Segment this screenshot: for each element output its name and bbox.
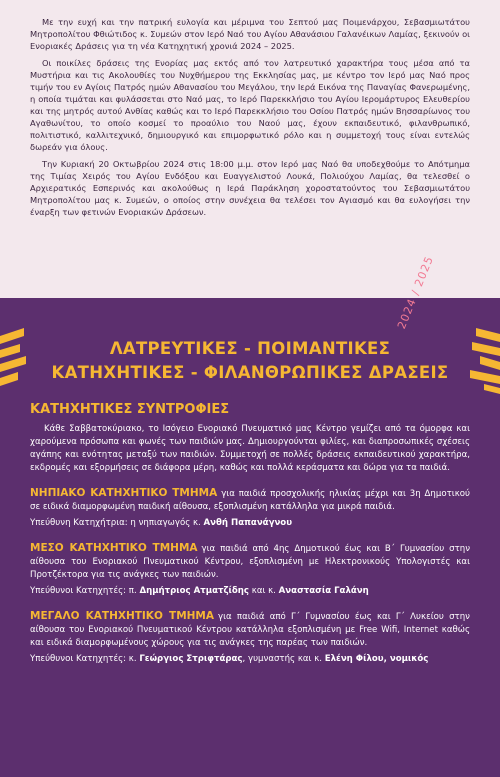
meso-text: για παιδιά από 4ης Δημοτικού έως και Β΄ Γυμνασίου στην αίθουσα του Ενοριακού Πνευματικού Κέντρου, εξοπλισμένη με Ηλεκτρονικούς Υπολογιστές και Προτζέκτορα για τις ανάγκες των παιδιών.	[30, 544, 470, 580]
megalo-section	[30, 610, 470, 666]
intro-paragraph-2: Οι ποικίλες δράσεις της Ενορίας μας εκτός από τον λατρευτικό χαρακτήρα τους μέσα από τα Μυστήρια και τις Ακολουθίες του Νυχθήμερου της Εκκλησίας μας, με κέντρο τον Ιερό μας Ναό προς τιμήν του εν Αγίοις Πατρός ημών Αθανασίου του Μεγάλου, την Ιερά Εικόνα της Παναγίας Φανερωμένης, η οποία τιμάται και φυλάσσεται στο Ναό μας, το Ιερό Παρεκκλήσιο του Αγίου Ιερομάρτυρος Ελευθερίου και της μητρός αυτού Ανθίας καθώς και το Ιερό Παρεκκλήσιο του Οσίου Πατρός ημών Βησσαρίωνος του Αγαθωνίτου, το οποίο κοσμεί το προαύλιο του Ναού μας, έχουν εκπαιδευτικό, φιλανθρωπικό, πολιτιστικό, καλλιτεχνικό, δημιουργικό και επιμορφωτικό ρόλο και η συμμετοχή τους είναι εντελώς δωρεάν για όλους.	[30, 58, 470, 152]
meso-resp-label: Υπεύθυνοι Κατηχητές: π.	[30, 586, 137, 596]
megalo-resp-label: Υπεύθυνοι Κατηχητές: κ.	[30, 654, 137, 664]
nipiako-resp-name: Ανθή Παπανάγνου	[203, 518, 293, 528]
nipiako-title: ΝΗΠΙΑΚΟ ΚΑΤΗΧΗΤΙΚΟ ΤΜΗΜΑ	[30, 487, 218, 499]
meso-title: ΜΕΣΟ ΚΑΤΗΧΗΤΙΚΟ ΤΜΗΜΑ	[30, 542, 198, 554]
meso-responsible	[30, 585, 470, 598]
catechism-title: ΚΑΤΗΧΗΤΙΚΕΣ ΣΥΝΤΡΟΦΙΕΣ	[30, 402, 230, 417]
meso-resp-name-1: Δημήτριος Ατματζίδης	[139, 586, 250, 596]
catechism-text: Κάθε Σαββατοκύριακο, το Ισόγειο Ενοριακό Πνευματικό μας Κέντρο γεμίζει από τα όμορφα και χαρούμενα πρόσωπα και φωνές των παιδιών μας. Δημιουργούνται φιλίες, και διαπροσωπικές σχέσεις αγάπης και ενότητας μεταξύ των παιδιών. Συμμετοχή σε πολλές δράσεις εκπαιδευτικού χαρακτήρα, εκδρομές και εξορμήσεις σε διάφορα μέρη, καθώς και πολλά κεράσματα και δώρα για τα παιδιά.	[30, 424, 470, 473]
nipiako-text: για παιδιά προσχολικής ηλικίας μέχρι και 3η Δημοτικού σε ειδικά διαμορφωμένη παιδική αίθουσα, εξοπλισμένη κατάλληλα για μικρά παιδιά.	[30, 489, 470, 512]
nipiako-section	[30, 487, 470, 530]
megalo-resp-mid: , γυμναστής και κ.	[242, 654, 322, 664]
meso-resp-name-2: Αναστασία Γαλάνη	[278, 586, 369, 596]
megalo-resp-name-2: Ελένη Φίλου, νομικός	[324, 654, 429, 664]
year-label: 2024 / 2025	[395, 253, 437, 331]
banner-line-2: ΚΑΤΗΧΗΤΙΚΕΣ - ΦΙΛΑΝΘΡΩΠΙΚΕΣ ΔΡΑΣΕΙΣ	[51, 363, 449, 382]
megalo-resp-name-1: Γεώργιος Στριφτάρας	[139, 654, 243, 664]
megalo-text: για παιδιά από Γ΄ Γυμνασίου έως και Γ΄ Λυκείου στην αίθουσα του Ενοριακού Πνευματικού Κέντρου κατάλληλα εξοπλισμένη με Free Wifi, Internet καθώς και ειδικά διαμορφωμένους χώρους για τις ανάγκες της παρέας των παιδιών.	[30, 612, 470, 648]
activities-banner	[0, 253, 500, 396]
banner-line-1: ΛΑΤΡΕΥΤΙΚΕΣ - ΠΟΙΜΑΝΤΙΚΕΣ	[109, 339, 391, 358]
intro-paragraph-1: Με την ευχή και την πατρική ευλογία και μέριμνα του Σεπτού μας Ποιμενάρχου, Σεβασμιωτάτου Μητροπολίτου Φθιώτιδος κ. Συμεών στον Ιερό Ναό του Αγίου Αθανάσιου Γαλανέικων Λαμίας, ξεκινούν οι Ενοριακές Δράσεις για τη νέα Κατηχητική χρονιά 2024 – 2025.	[30, 17, 470, 51]
megalo-responsible	[30, 653, 470, 666]
intro-paragraph-3: Την Κυριακή 20 Οκτωβρίου 2024 στις 18:00 μ.μ. στον Ιερό μας Ναό θα υποδεχθούμε το Απότμημα της Τιμίας Χειρός του Αγίου Ενδόξου και Ευαγγελιστού Λουκά, Πολιούχου Λαμίας, θα τελεσθεί ο Αρχιερατικός Εσπερινός και ακολούθως η Ιερά Παράκληση χοροστατούντος του Σεβασμιωτάτου Μητροπολίτου μας κ. Συμεών, ο οποίος στην συνέχεια θα τελέσει τον Αγιασμό και θα ευλογήσει την έναρξη των φετινών Ενοριακών Δράσεων.	[30, 159, 470, 217]
meso-section	[30, 542, 470, 598]
nipiako-responsible	[30, 517, 470, 530]
megalo-title: ΜΕΓΑΛΟ ΚΑΤΗΧΗΤΙΚΟ ΤΜΗΜΑ	[30, 610, 215, 622]
catechism-content	[30, 402, 470, 666]
nipiako-resp-label: Υπεύθυνη Κατηχήτρια: η νηπιαγωγός κ.	[30, 518, 201, 528]
meso-resp-and: και κ.	[251, 586, 276, 596]
intro-section	[0, 0, 500, 298]
